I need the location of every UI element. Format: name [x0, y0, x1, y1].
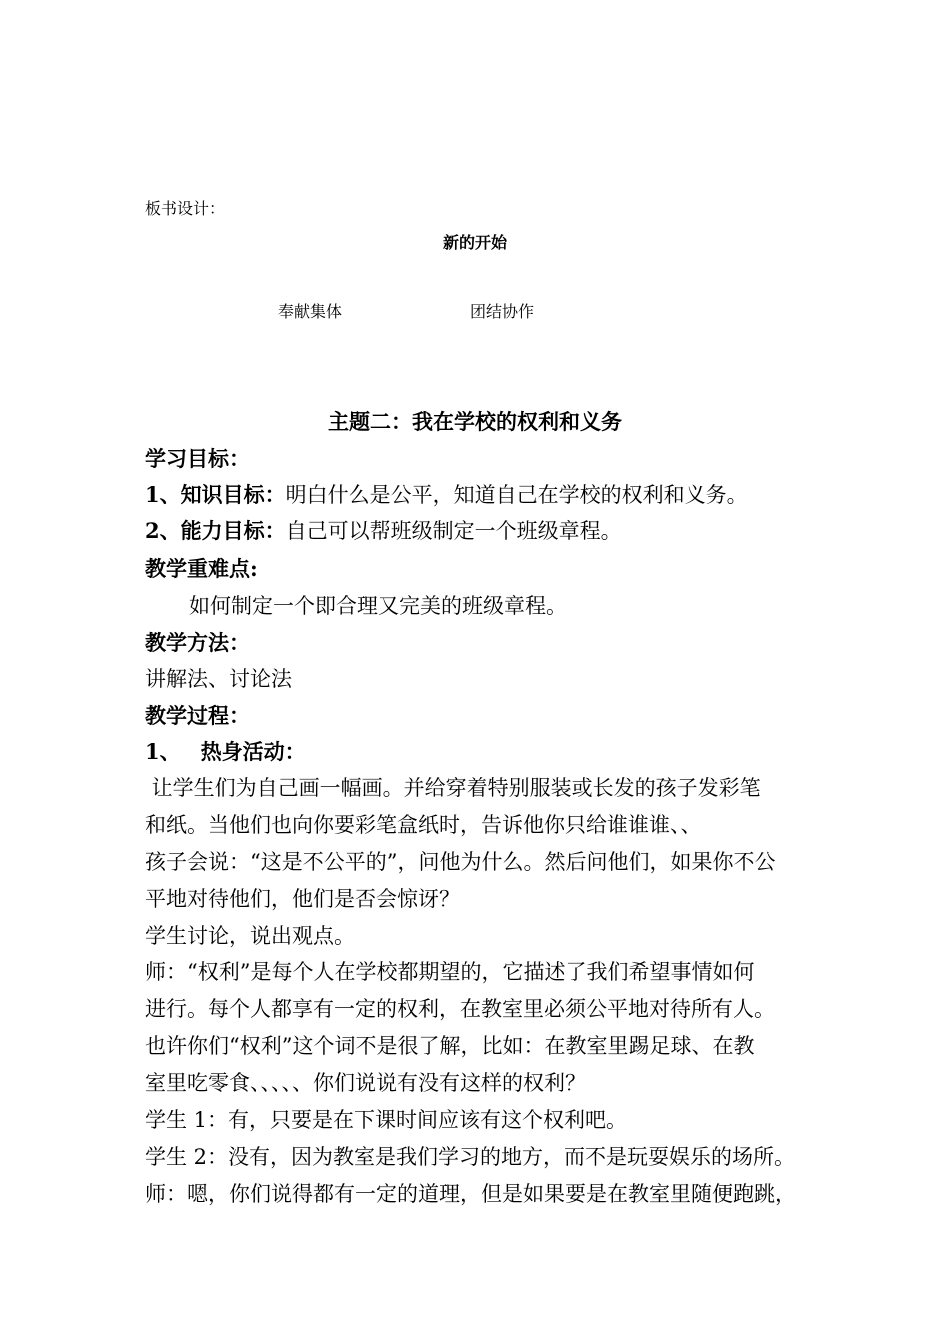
body-line: 孩子会说：“这是不公平的”，问他为什么。然后问他们，如果你不公: [145, 850, 776, 874]
step-1-title: 热身活动：: [200, 739, 306, 764]
body-line: 也许你们“权利”这个词不是很了解，比如：在教室里踢足球、在教: [145, 1034, 755, 1058]
body-line: 室里吃零食、、、、、你们说说有没有这样的权利？: [145, 1071, 586, 1095]
body-line: 学生讨论，说出观点。: [145, 924, 355, 948]
body-line: 平地对待他们，他们是否会惊讶？: [145, 887, 460, 911]
goal-2: [145, 517, 622, 545]
goal-2-text: 自己可以帮班级制定一个班级章程。: [285, 519, 622, 543]
key-points-text: 如何制定一个即合理又完美的班级章程。: [189, 594, 567, 618]
goal-1: [145, 481, 748, 509]
method-text: 讲解法、讨论法: [145, 667, 292, 691]
key-points-heading: 教学重难点:: [145, 556, 258, 581]
goal-1-text: 明白什么是公平，知道自己在学校的权利和义务。: [285, 483, 748, 507]
body-line: 进行。每个人都享有一定的权利，在教室里必须公平地对待所有人。: [145, 997, 775, 1021]
process-heading: 教学过程：: [145, 703, 250, 728]
goals-heading: 学习目标：: [145, 446, 250, 471]
board-item-right: 团结协作: [470, 302, 535, 321]
step-1: [145, 738, 306, 766]
topic-title: 主题二：我在学校的权利和义务: [328, 409, 622, 434]
body-line: 学生 2：没有，因为教室是我们学习的地方，而不是玩耍娱乐的场所。: [145, 1145, 796, 1169]
board-item-left: 奉献集体: [278, 302, 343, 321]
method-heading: 教学方法：: [145, 630, 250, 655]
board-design-label: 板书设计：: [145, 199, 226, 218]
body-line: 和纸。当他们也向你要彩笔盒纸时，告诉他你只给谁谁谁、、: [145, 813, 702, 837]
board-title: 新的开始: [442, 233, 507, 252]
goal-1-label: 1、知识目标：: [145, 482, 286, 507]
body-line: 师：嗯，你们说得都有一定的道理，但是如果要是在教室里随便跑跳，: [145, 1182, 796, 1206]
body-line: 师：“权利”是每个人在学校都期望的，它描述了我们希望事情如何: [145, 960, 755, 984]
body-line: 学生 1：有，只要是在下课时间应该有这个权利吧。: [145, 1108, 628, 1132]
goal-2-label: 2、能力目标：: [145, 518, 286, 543]
body-line: 让学生们为自己画一幅画。并给穿着特别服装或长发的孩子发彩笔: [145, 776, 761, 800]
step-1-number: 1、: [145, 739, 181, 764]
